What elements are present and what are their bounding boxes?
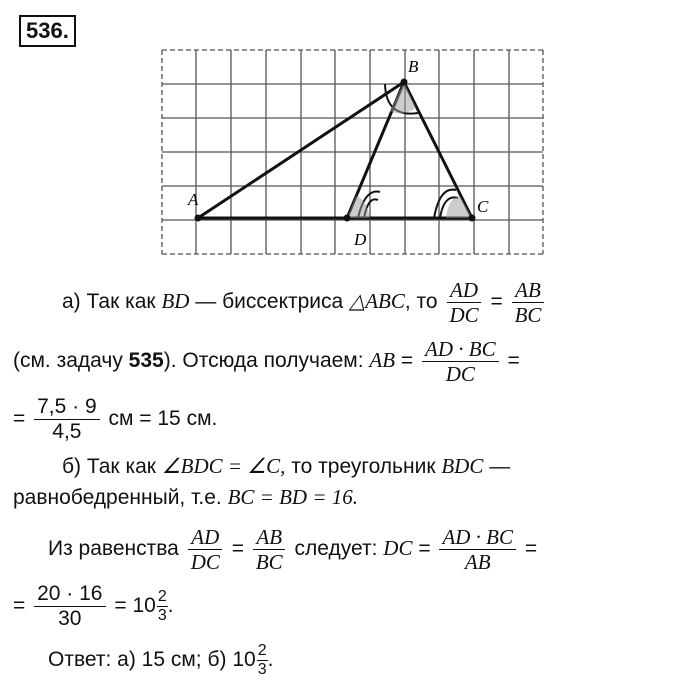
triangle-figure (0, 0, 700, 270)
text: ). (163, 349, 177, 373)
text: б) Так как (62, 455, 156, 478)
text: равнобедренный, т.е. (13, 486, 222, 509)
equals: = (507, 349, 520, 373)
equals: = (114, 594, 127, 618)
answer-line (48, 642, 273, 679)
text: то треугольник (291, 455, 436, 478)
fraction: $\frac{20 \cdot 16}{30}$ (34, 582, 105, 631)
answer-text: Ответ: а) 15 см; б) (48, 648, 227, 672)
point-b (401, 79, 408, 86)
fraction: $\frac{AB}{BC}$ (253, 525, 286, 574)
text: Из равенства (48, 537, 179, 561)
text: (см. задачу (13, 349, 123, 373)
label-b: B (408, 57, 419, 76)
equals: = (13, 594, 26, 618)
text: см = 15 см. (108, 407, 218, 431)
math: ∠BDC = ∠C, (161, 454, 286, 478)
text: , то (404, 290, 438, 314)
math: BD (161, 289, 190, 314)
part-b-line4: = $\frac{20 \cdot 16}{30}$ = 10 $\frac{2}{3}$ . (13, 582, 174, 630)
grid (162, 50, 543, 254)
label-c: C (477, 197, 489, 216)
fraction: $\frac{AD \cdot BC}{AB}$ (439, 525, 516, 574)
text: Отсюда получаем: (182, 349, 364, 373)
equals: = (13, 407, 26, 431)
equals: = (490, 290, 503, 314)
fraction: $\frac{AD \cdot BC}{DC}$ (422, 337, 499, 386)
problem-number: 536. (19, 15, 76, 47)
label-a: A (188, 190, 199, 209)
fraction: $\frac{7,5 \cdot 9}{4,5}$ (34, 395, 100, 444)
text: а) Так как (62, 290, 156, 314)
text: — (489, 455, 511, 478)
fraction: $\frac{AD}{DC}$ (188, 525, 223, 574)
text: следует: (294, 537, 378, 561)
math: △ABC (349, 289, 405, 314)
text: . (267, 648, 274, 672)
mixed-whole: 10 (132, 594, 156, 618)
math: BC = BD = 16. (227, 485, 359, 509)
part-a-line2 (13, 337, 520, 386)
part-a-line1 (62, 278, 547, 327)
equals: = (400, 349, 414, 373)
part-b-line1 (62, 453, 510, 480)
part-b-line2 (13, 484, 358, 511)
point-d (344, 215, 351, 222)
equals: = (418, 537, 431, 561)
text: — биссектриса (195, 290, 344, 314)
problem-ref: 535 (128, 349, 164, 373)
math: BDC (441, 454, 484, 478)
math: DC (383, 536, 413, 561)
mixed-fraction: $\frac{2}{3}$ (157, 588, 167, 624)
fraction: $\frac{AD}{DC}$ (446, 278, 481, 327)
part-a-line3 (13, 395, 217, 444)
point-c (469, 215, 476, 222)
mixed-fraction: $\frac{2}{3}$ (257, 642, 267, 678)
equals: = (231, 537, 244, 561)
part-b-line3 (48, 525, 537, 574)
math: AB (369, 348, 396, 373)
equals: = (524, 537, 538, 561)
point-a (195, 215, 202, 222)
mixed-whole: 10 (232, 648, 256, 672)
fraction: $\frac{AB}{BC}$ (512, 278, 545, 327)
label-d: D (354, 230, 367, 249)
angle-marks (347, 82, 472, 218)
